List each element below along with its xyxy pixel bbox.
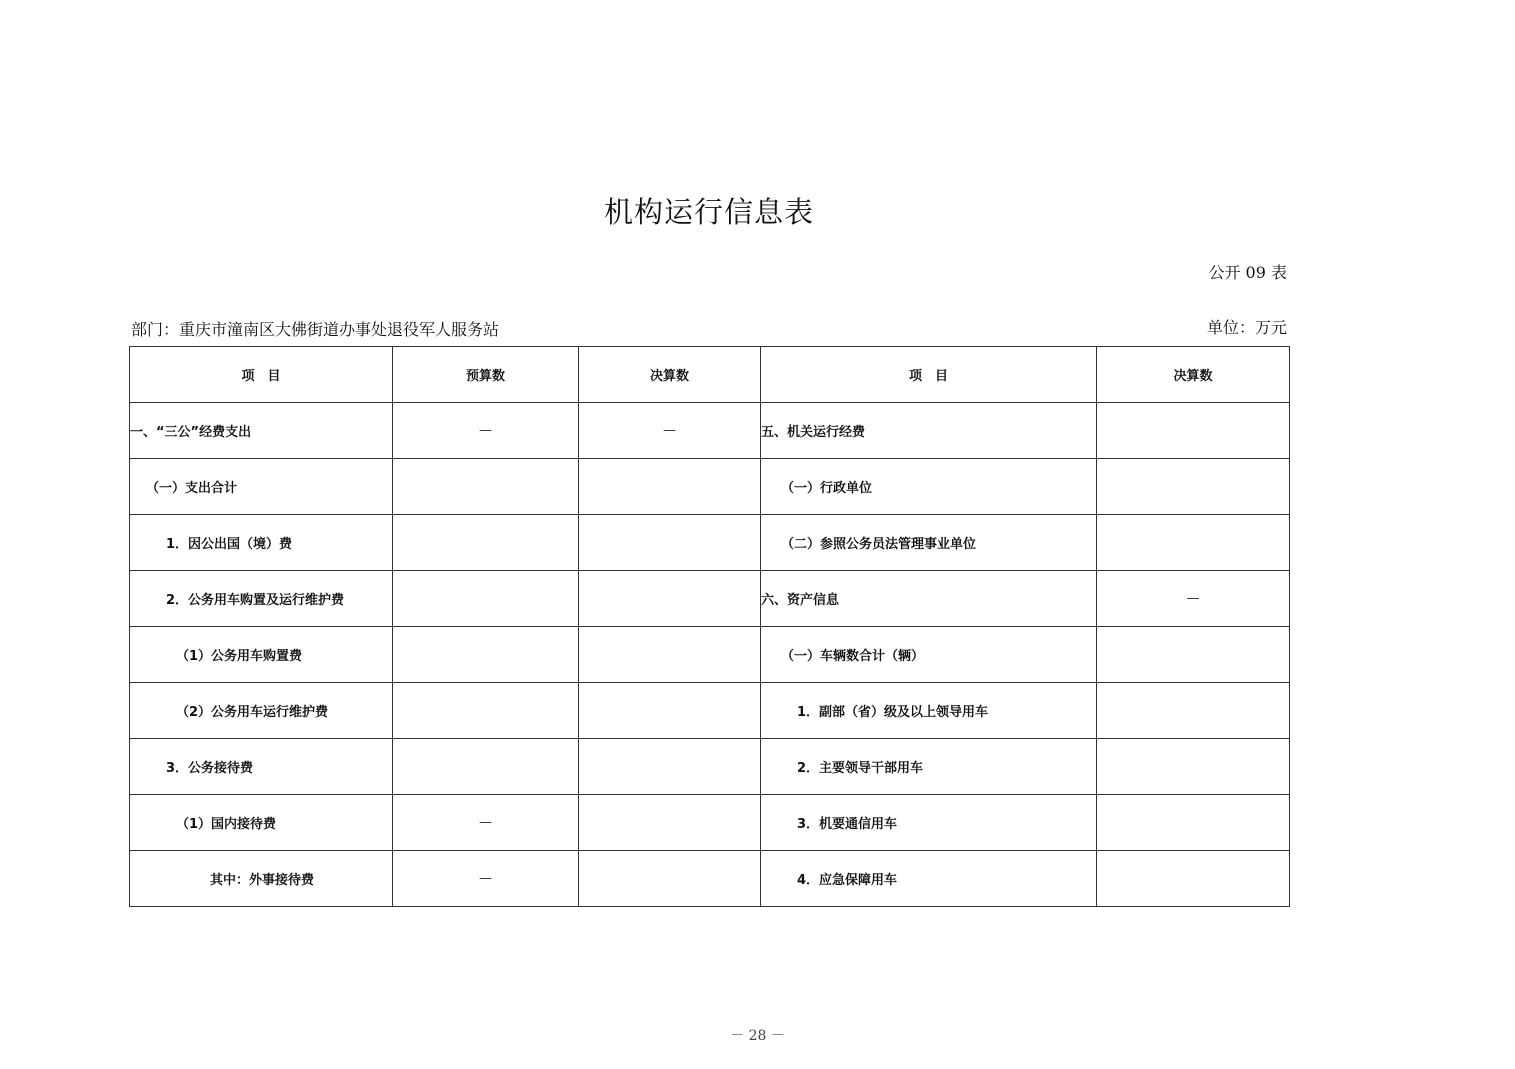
right-item: 1．副部（省）级及以上领导用车 — [761, 683, 1097, 739]
budget-cell — [393, 739, 579, 795]
final-cell — [579, 627, 761, 683]
final-cell — [579, 795, 761, 851]
right-item: （一）车辆数合计（辆） — [761, 627, 1097, 683]
right-final-cell — [1097, 739, 1290, 795]
budget-cell: — — [393, 403, 579, 459]
final-cell — [579, 459, 761, 515]
left-item: 3．公务接待费 — [130, 739, 393, 795]
left-item: 其中：外事接待费 — [130, 851, 393, 907]
header-budget: 预算数 — [393, 347, 579, 403]
left-item: （1）公务用车购置费 — [130, 627, 393, 683]
left-item: 1．因公出国（境）费 — [130, 515, 393, 571]
right-item: 2．主要领导干部用车 — [761, 739, 1097, 795]
right-final-cell — [1097, 851, 1290, 907]
table-row — [130, 739, 1290, 795]
header-item-right: 项 目 — [761, 347, 1097, 403]
table-row — [130, 459, 1290, 515]
left-item: 一、“三公”经费支出 — [130, 403, 393, 459]
budget-cell — [393, 459, 579, 515]
left-item: （一）支出合计 — [130, 459, 393, 515]
right-final-cell — [1097, 795, 1290, 851]
header-right-final: 决算数 — [1097, 347, 1290, 403]
unit-label: 单位：万元 — [1206, 318, 1287, 337]
left-item: 2．公务用车购置及运行维护费 — [130, 571, 393, 627]
right-final-cell — [1097, 459, 1290, 515]
final-cell — [579, 515, 761, 571]
right-final-cell — [1097, 403, 1290, 459]
right-item: （二）参照公务员法管理事业单位 — [761, 515, 1097, 571]
right-final-cell: — — [1097, 571, 1290, 627]
budget-cell: — — [393, 795, 579, 851]
table-row — [130, 683, 1290, 739]
right-final-cell — [1097, 683, 1290, 739]
left-item: （1）国内接待费 — [130, 795, 393, 851]
budget-cell: — — [393, 851, 579, 907]
table-row — [130, 795, 1290, 851]
final-cell — [579, 739, 761, 795]
department-label: 部门：重庆市潼南区大佛街道办事处退役军人服务站 — [131, 320, 500, 339]
final-cell — [579, 851, 761, 907]
left-item: （2）公务用车运行维护费 — [130, 683, 393, 739]
table-row — [130, 627, 1290, 683]
right-item: 五、机关运行经费 — [761, 403, 1097, 459]
final-cell — [579, 571, 761, 627]
right-item: 六、资产信息 — [761, 571, 1097, 627]
table-row — [130, 515, 1290, 571]
header-item-left: 项 目 — [130, 347, 393, 403]
page-number: － 28 － — [730, 1028, 785, 1044]
right-item: （一）行政单位 — [761, 459, 1097, 515]
final-cell — [579, 683, 761, 739]
right-item: 4．应急保障用车 — [761, 851, 1097, 907]
budget-cell — [393, 515, 579, 571]
budget-cell — [393, 571, 579, 627]
budget-cell — [393, 627, 579, 683]
table-header-row — [130, 347, 1290, 403]
page-title: 机构运行信息表 — [603, 195, 814, 229]
right-final-cell — [1097, 515, 1290, 571]
budget-cell — [393, 683, 579, 739]
table-row — [130, 403, 1290, 459]
right-final-cell — [1097, 627, 1290, 683]
form-code: 公开 09 表 — [1208, 263, 1287, 282]
final-cell: — — [579, 403, 761, 459]
right-item: 3．机要通信用车 — [761, 795, 1097, 851]
header-final: 决算数 — [579, 347, 761, 403]
info-table — [129, 346, 1290, 907]
table-row — [130, 571, 1290, 627]
table-row — [130, 851, 1290, 907]
